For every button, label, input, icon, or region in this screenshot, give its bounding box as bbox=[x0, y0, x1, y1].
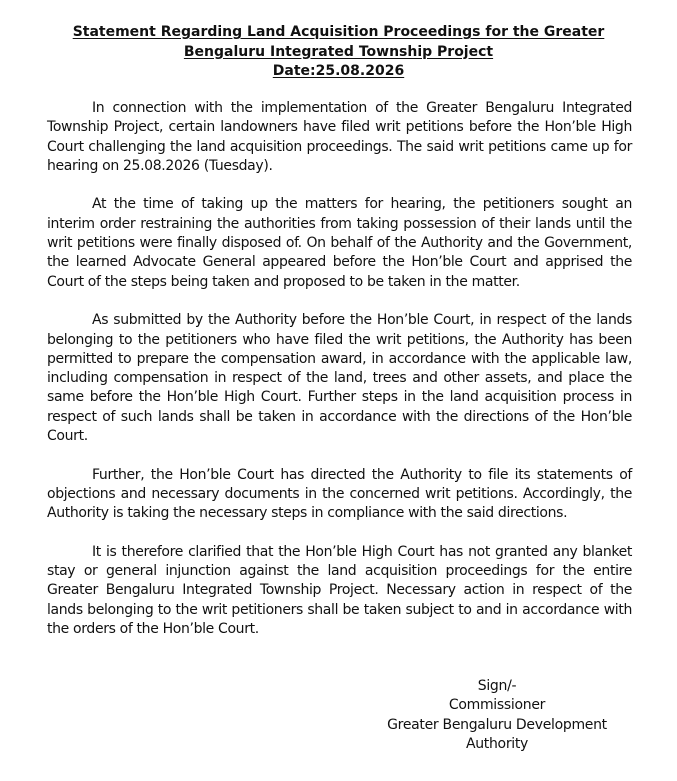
document-title-line-1: Statement Regarding Land Acquisition Proceedings for the Greater bbox=[72, 24, 605, 40]
signature-designation: Commissioner bbox=[448, 697, 546, 714]
paragraph-1: In connection with the implementation of the Greater Bengaluru Integrated Township Project, certain landowners have filed writ petitions before the Hon’ble High Court challenging the land acquisition proceedings. The said writ petitions came up for hearing on 25.08.2026 (Tuesday). bbox=[47, 100, 632, 174]
document-body bbox=[47, 99, 632, 659]
paragraph-4: Further, the Hon’ble Court has directed the Authority to file its statements of objections and necessary documents in the concerned writ petitions. Accordingly, the Authority is taking the necessary steps in compliance with the said directions. bbox=[47, 466, 632, 522]
signature-block bbox=[380, 677, 614, 755]
document-heading bbox=[40, 23, 637, 82]
signature-organisation-line-1: Greater Bengaluru Development bbox=[387, 716, 607, 733]
document-title-line-2: Bengaluru Integrated Township Project bbox=[183, 43, 494, 60]
paragraph-3: As submitted by the Authority before the Hon’ble Court, in respect of the lands belonging to the petitioners who have filed the writ petitions, the Authority has been permitted to prepare the compensation award, in accordance with the applicable law, including compensation in respect of the land, trees and other assets, and place the same before the Hon’ble High Court. Further steps in the land acquisition process in respect of such lands shall be taken in accordance with the directions of the Hon’ble Court. bbox=[47, 312, 632, 445]
signature-sign: Sign/- bbox=[477, 678, 517, 694]
paragraph-5: It is therefore clarified that the Hon’ble High Court has not granted any blanket stay or general injunction against the land acquisition proceedings for the entire Greater Bengaluru Integrated Township Project. Necessary action in respect of the lands belonging to the writ petitioners shall be taken subject to and in accordance with the orders of the Hon’ble Court. bbox=[47, 543, 632, 638]
signature-organisation-line-2: Authority bbox=[465, 736, 529, 753]
paragraph-2: At the time of taking up the matters for hearing, the petitioners sought an interim order restraining the authorities from taking possession of their lands until the writ petitions were finally disposed of. On behalf of the Authority and the Government, the learned Advocate General appeared before the Hon’ble Court and apprised the Court of the steps being taken and proposed to be taken in the matter. bbox=[47, 196, 632, 290]
document-date: Date:25.08.2026 bbox=[272, 63, 405, 79]
